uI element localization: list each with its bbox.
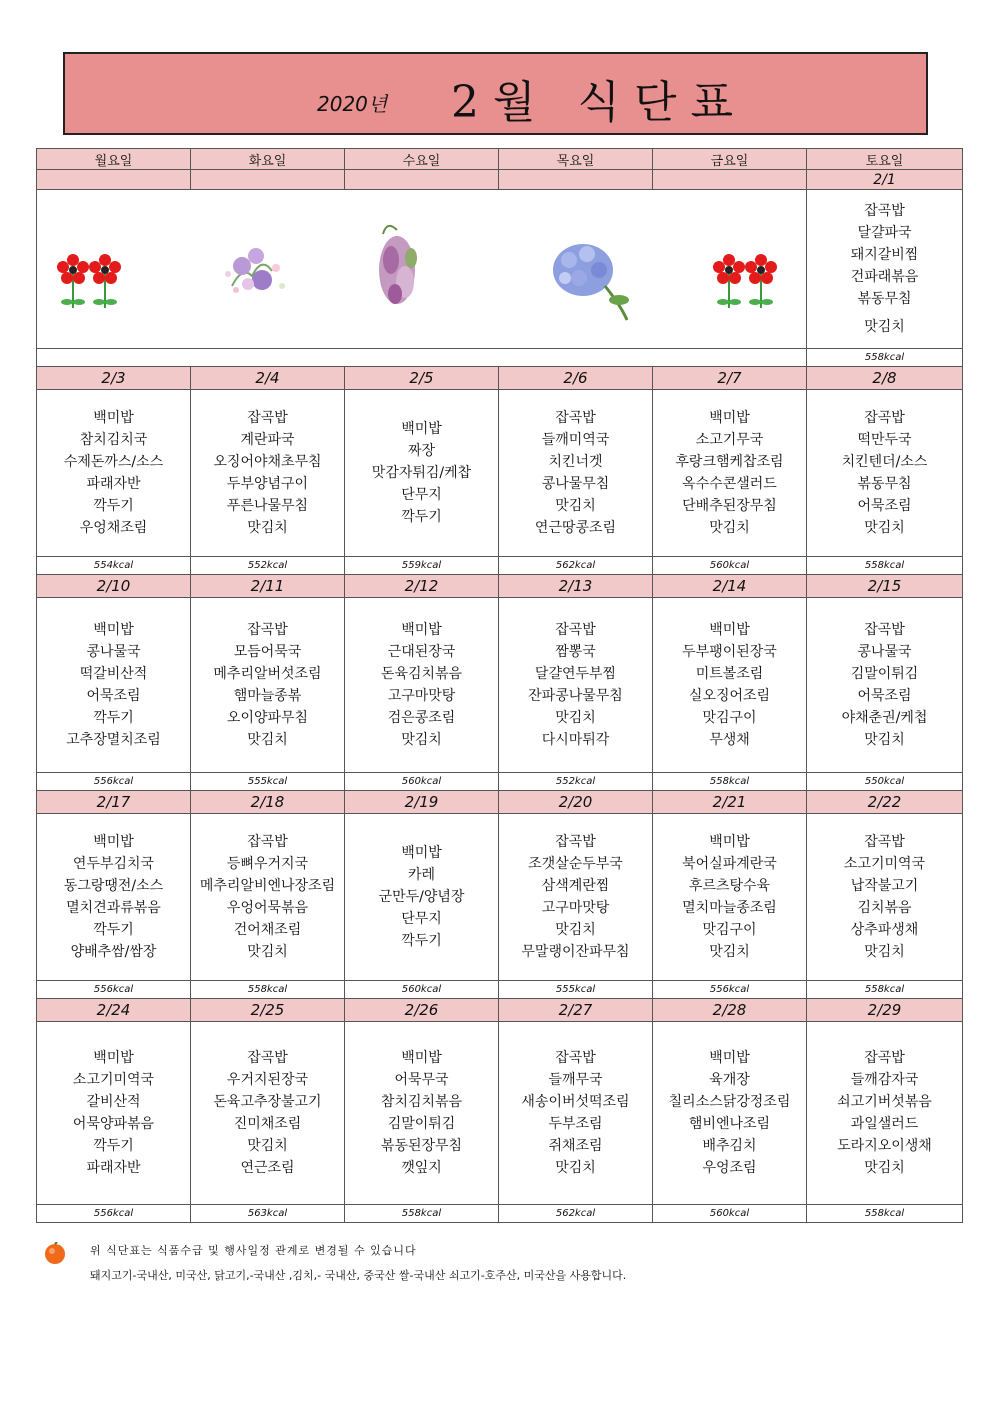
menu-cell <box>191 814 345 981</box>
menu-cell <box>191 598 345 773</box>
date-cell <box>191 170 345 190</box>
menu-item: 맛김치 <box>247 1138 288 1154</box>
kcal-cell: 556kcal <box>37 981 191 999</box>
menu-item: 두부양념구이 <box>226 476 309 492</box>
menu-item: 백미밥 <box>709 622 750 638</box>
kcal-cell: 559kcal <box>345 557 499 575</box>
date-cell: 2/5 <box>345 367 499 390</box>
menu-item: 맛김치 <box>864 520 905 536</box>
menu-item: 어묵조림 <box>857 498 912 514</box>
menu-cell <box>653 814 807 981</box>
kcal-cell: 558kcal <box>807 981 963 999</box>
menu-item: 후랑크햄케찹조림 <box>675 454 784 470</box>
kcal-cell: 556kcal <box>37 1205 191 1223</box>
menu-item: 백미밥 <box>93 410 134 426</box>
menu-cell <box>37 598 191 773</box>
menu-item: 콩나물국 <box>857 644 912 660</box>
menu-item: 들깨미역국 <box>541 432 610 448</box>
menu-item: 떡갈비산적 <box>79 666 148 682</box>
page-title: 2월 식단표 <box>451 77 747 128</box>
weekday-sat: 토요일 <box>807 149 963 170</box>
menu-item: 카레 <box>407 867 436 883</box>
date-cell: 2/19 <box>345 791 499 814</box>
menu-item: 푸른나물무침 <box>226 498 309 514</box>
menu-item: 백미밥 <box>93 1050 134 1066</box>
menu-item: 깻잎지 <box>401 1160 442 1176</box>
weekday-thu: 목요일 <box>499 149 653 170</box>
menu-item: 맛김치 <box>555 1160 596 1176</box>
menu-item: 과일샐러드 <box>850 1116 919 1132</box>
menu-item: 달걀연두부찜 <box>534 666 617 682</box>
menu-item: 우엉조림 <box>702 1160 757 1176</box>
kcal-cell: 558kcal <box>191 981 345 999</box>
weekday-fri: 금요일 <box>653 149 807 170</box>
menu-item: 군만두/양념장 <box>378 889 465 905</box>
menu-item: 맛김치 <box>401 732 442 748</box>
menu-item: 치킨텐더/소스 <box>841 454 928 470</box>
menu-item: 맛김치 <box>864 944 905 960</box>
menu-item: 도라지오이생채 <box>837 1138 932 1154</box>
menu-cell <box>653 390 807 557</box>
menu-item: 볶동된장무침 <box>380 1138 463 1154</box>
kcal-cell: 552kcal <box>191 557 345 575</box>
menu-item: 콩나물무침 <box>541 476 610 492</box>
menu-item: 삼색계란찜 <box>541 878 610 894</box>
menu-cell <box>191 1022 345 1205</box>
date-row <box>37 367 963 390</box>
menu-item: 돼지갈비찜 <box>850 247 919 263</box>
menu-item: 다시마튀각 <box>541 732 610 748</box>
menu-item: 단무지 <box>401 487 442 503</box>
menu-item: 잡곡밥 <box>555 410 596 426</box>
kcal-row-week0 <box>37 349 963 367</box>
menu-item: 맛김치 <box>247 732 288 748</box>
menu-row-week0 <box>37 190 963 349</box>
menu-item: 돈육고추장불고기 <box>213 1094 322 1110</box>
menu-cell <box>499 1022 653 1205</box>
date-row <box>37 791 963 814</box>
menu-item: 납작불고기 <box>850 878 919 894</box>
menu-cell <box>499 598 653 773</box>
kcal-cell: 558kcal <box>807 557 963 575</box>
menu-item: 맛김치 <box>247 944 288 960</box>
decoration-cell <box>37 190 807 349</box>
menu-item: 햄마늘종볶 <box>233 688 302 704</box>
menu-row <box>37 814 963 981</box>
menu-item: 맛김치 <box>555 498 596 514</box>
menu-item: 동그랑땡전/소스 <box>63 878 164 894</box>
hydrangea-icon <box>553 244 629 320</box>
menu-item: 맛김치 <box>864 732 905 748</box>
kcal-cell: 560kcal <box>653 1205 807 1223</box>
menu-item: 백미밥 <box>93 834 134 850</box>
date-cell: 2/10 <box>37 575 191 598</box>
flower-decorations <box>37 190 807 348</box>
menu-item: 소고기미역국 <box>72 1072 155 1088</box>
menu-item: 백미밥 <box>401 622 442 638</box>
kcal-cell: 558kcal <box>653 773 807 791</box>
menu-item: 건파래볶음 <box>850 269 919 285</box>
menu-cell <box>499 814 653 981</box>
menu-item: 볶동무침 <box>857 476 912 492</box>
menu-item: 잡곡밥 <box>247 622 288 638</box>
menu-item: 백미밥 <box>401 1050 442 1066</box>
menu-cell <box>807 1022 963 1205</box>
menu-item: 김말이튀김 <box>850 666 919 682</box>
date-cell: 2/21 <box>653 791 807 814</box>
menu-item: 잡곡밥 <box>864 1050 905 1066</box>
kcal-cell <box>37 349 807 367</box>
kcal-cell: 558kcal <box>345 1205 499 1223</box>
menu-cell <box>807 190 963 349</box>
red-flower-icon <box>89 254 121 308</box>
menu-cell <box>807 390 963 557</box>
menu-item: 잡곡밥 <box>555 1050 596 1066</box>
menu-item: 볶동무침 <box>857 291 912 307</box>
menu-item: 옥수수콘샐러드 <box>682 476 777 492</box>
menu-item: 김말이튀김 <box>387 1116 456 1132</box>
menu-item: 치킨너겟 <box>548 454 603 470</box>
orange-icon <box>44 1242 66 1264</box>
kcal-cell: 560kcal <box>345 981 499 999</box>
menu-cell <box>807 598 963 773</box>
weekday-header-row <box>37 149 963 170</box>
kcal-cell: 555kcal <box>191 773 345 791</box>
menu-item: 미트볼조림 <box>695 666 764 682</box>
menu-item: 우엉어묵볶음 <box>226 900 309 916</box>
menu-item: 들깨무국 <box>548 1072 603 1088</box>
menu-item: 소고기무국 <box>695 432 764 448</box>
menu-item: 멸치견과류볶음 <box>66 900 161 916</box>
date-cell <box>37 170 191 190</box>
menu-cell <box>653 1022 807 1205</box>
weekday-wed: 수요일 <box>345 149 499 170</box>
menu-row <box>37 1022 963 1205</box>
date-cell: 2/29 <box>807 999 963 1022</box>
menu-item: 맛감자튀김/케찹 <box>371 465 472 481</box>
date-cell: 2/28 <box>653 999 807 1022</box>
menu-item: 우엉채조림 <box>79 520 148 536</box>
menu-item: 잡곡밥 <box>864 834 905 850</box>
menu-item: 연근땅콩조림 <box>534 520 617 536</box>
menu-item: 백미밥 <box>709 1050 750 1066</box>
date-cell: 2/26 <box>345 999 499 1022</box>
menu-cell <box>653 598 807 773</box>
menu-item: 어묵조림 <box>86 688 141 704</box>
menu-item: 쇠고기버섯볶음 <box>837 1094 932 1110</box>
menu-item: 백미밥 <box>401 845 442 861</box>
menu-item: 진미채조림 <box>233 1116 302 1132</box>
menu-item: 떡만두국 <box>857 432 912 448</box>
menu-item: 파래자반 <box>86 1160 141 1176</box>
menu-item: 육개장 <box>709 1072 750 1088</box>
kcal-cell: 562kcal <box>499 557 653 575</box>
purple-bouquet-icon <box>225 248 285 293</box>
menu-item: 백미밥 <box>709 410 750 426</box>
menu-item: 연근조림 <box>240 1160 295 1176</box>
menu-item: 북어실파계란국 <box>682 856 777 872</box>
date-cell: 2/18 <box>191 791 345 814</box>
menu-item: 짬뽕국 <box>555 644 596 660</box>
date-cell <box>653 170 807 190</box>
menu-item: 무생채 <box>709 732 750 748</box>
menu-item: 깍두기 <box>401 509 442 525</box>
menu-row <box>37 598 963 773</box>
menu-cell <box>345 598 499 773</box>
menu-item: 두부조림 <box>548 1116 603 1132</box>
menu-cell <box>345 814 499 981</box>
menu-item: 맛김치 <box>709 520 750 536</box>
kcal-cell: 563kcal <box>191 1205 345 1223</box>
date-cell <box>499 170 653 190</box>
menu-item: 잡곡밥 <box>864 622 905 638</box>
menu-item: 맛김구이 <box>702 710 757 726</box>
menu-item: 새송이버섯떡조림 <box>521 1094 630 1110</box>
wisteria-icon <box>379 226 417 304</box>
date-cell: 2/8 <box>807 367 963 390</box>
red-flower-icon <box>57 254 89 308</box>
menu-item: 갈비산적 <box>86 1094 141 1110</box>
menu-item: 소고기미역국 <box>843 856 926 872</box>
menu-item: 계란파국 <box>240 432 295 448</box>
menu-item: 등뼈우거지국 <box>226 856 309 872</box>
menu-item: 무말랭이잔파무침 <box>521 944 630 960</box>
menu-item: 맛김치 <box>709 944 750 960</box>
date-row-week0 <box>37 170 963 190</box>
menu-item: 배추김치 <box>702 1138 757 1154</box>
menu-item: 오징어야채초무침 <box>213 454 322 470</box>
menu-item: 단배추된장무침 <box>682 498 777 514</box>
menu-cell <box>345 1022 499 1205</box>
kcal-row <box>37 773 963 791</box>
menu-item: 참치김치국 <box>79 432 148 448</box>
menu-item: 잡곡밥 <box>247 410 288 426</box>
red-flower-icon <box>713 254 745 308</box>
menu-item: 맛김치 <box>864 319 905 335</box>
menu-row <box>37 390 963 557</box>
menu-item: 어묵양파볶음 <box>72 1116 155 1132</box>
menu-cell <box>345 390 499 557</box>
kcal-cell: 558kcal <box>807 1205 963 1223</box>
menu-item: 상추파생채 <box>850 922 919 938</box>
kcal-cell: 562kcal <box>499 1205 653 1223</box>
date-row <box>37 575 963 598</box>
menu-item: 연두부김치국 <box>72 856 155 872</box>
menu-item: 쥐채조림 <box>548 1138 603 1154</box>
menu-item: 고추장멸치조림 <box>66 732 161 748</box>
date-cell: 2/15 <box>807 575 963 598</box>
menu-item: 깍두기 <box>93 498 134 514</box>
kcal-cell: 552kcal <box>499 773 653 791</box>
kcal-cell: 560kcal <box>345 773 499 791</box>
menu-item: 메추리알버섯조림 <box>213 666 322 682</box>
red-flower-icon <box>745 254 777 308</box>
menu-item: 백미밥 <box>709 834 750 850</box>
weekday-mon: 월요일 <box>37 149 191 170</box>
menu-cell <box>807 814 963 981</box>
menu-item: 오이양파무침 <box>226 710 309 726</box>
date-cell <box>345 170 499 190</box>
date-cell: 2/20 <box>499 791 653 814</box>
kcal-row <box>37 981 963 999</box>
note-origin: 돼지고기-국내산, 미국산, 닭고기,-국내산 ,김치,- 국내산, 중국산 쌀-국내산 쇠고기-호주산, 미국산을 사용합니다. <box>90 1269 627 1282</box>
menu-item: 잡곡밥 <box>555 622 596 638</box>
menu-item: 들깨감자국 <box>850 1072 919 1088</box>
menu-item: 실오징어조림 <box>688 688 771 704</box>
menu-item: 어묵무국 <box>394 1072 449 1088</box>
menu-item: 깍두기 <box>93 1138 134 1154</box>
menu-item: 맛김치 <box>555 710 596 726</box>
date-cell: 2/11 <box>191 575 345 598</box>
menu-item: 양배추쌈/쌈장 <box>70 944 157 960</box>
date-cell: 2/22 <box>807 791 963 814</box>
kcal-cell: 554kcal <box>37 557 191 575</box>
kcal-cell: 558kcal <box>807 349 963 367</box>
menu-item: 잔파콩나물무침 <box>528 688 623 704</box>
date-cell: 2/13 <box>499 575 653 598</box>
menu-item: 백미밥 <box>401 421 442 437</box>
menu-item: 후르츠탕수육 <box>688 878 771 894</box>
date-row <box>37 999 963 1022</box>
menu-item: 김치볶음 <box>857 900 912 916</box>
menu-item: 돈육김치볶음 <box>380 666 463 682</box>
menu-item: 잡곡밥 <box>247 834 288 850</box>
title-banner <box>63 52 928 135</box>
menu-item: 칠리소스닭강정조림 <box>668 1094 791 1110</box>
weekday-tue: 화요일 <box>191 149 345 170</box>
menu-item: 조갯살순두부국 <box>528 856 623 872</box>
menu-item: 햄비엔나조림 <box>688 1116 771 1132</box>
kcal-cell: 555kcal <box>499 981 653 999</box>
menu-item: 맛김치 <box>247 520 288 536</box>
menu-cell <box>191 390 345 557</box>
menu-item: 콩나물국 <box>86 644 141 660</box>
kcal-cell: 550kcal <box>807 773 963 791</box>
kcal-row <box>37 557 963 575</box>
menu-item: 깍두기 <box>93 710 134 726</box>
kcal-cell: 556kcal <box>37 773 191 791</box>
menu-cell <box>499 390 653 557</box>
menu-item: 단무지 <box>401 911 442 927</box>
date-cell: 2/1 <box>807 170 963 190</box>
menu-item: 우거지된장국 <box>226 1072 309 1088</box>
menu-item: 두부팽이된장국 <box>682 644 777 660</box>
menu-item: 잡곡밥 <box>555 834 596 850</box>
kcal-row <box>37 1205 963 1223</box>
menu-item: 깍두기 <box>93 922 134 938</box>
menu-item: 백미밥 <box>93 622 134 638</box>
date-cell: 2/3 <box>37 367 191 390</box>
menu-item: 어묵조림 <box>857 688 912 704</box>
date-cell: 2/6 <box>499 367 653 390</box>
menu-item: 모듬어묵국 <box>233 644 302 660</box>
menu-item: 고구마맛탕 <box>541 900 610 916</box>
menu-item: 멸치마늘종조림 <box>682 900 777 916</box>
menu-cell <box>37 390 191 557</box>
menu-item: 잡곡밥 <box>864 410 905 426</box>
title-year: 2020년 <box>317 92 388 116</box>
date-cell: 2/25 <box>191 999 345 1022</box>
kcal-cell: 560kcal <box>653 557 807 575</box>
menu-item: 맛김치 <box>864 1160 905 1176</box>
menu-item: 잡곡밥 <box>247 1050 288 1066</box>
menu-item: 잡곡밥 <box>864 203 905 219</box>
menu-item: 메추리알비엔나장조림 <box>199 878 336 894</box>
menu-item: 파래자반 <box>86 476 141 492</box>
menu-item: 깍두기 <box>401 933 442 949</box>
menu-item: 참치김치볶음 <box>380 1094 463 1110</box>
menu-item: 건어채조림 <box>233 922 302 938</box>
date-cell: 2/27 <box>499 999 653 1022</box>
date-cell: 2/14 <box>653 575 807 598</box>
menu-item: 달걀파국 <box>857 225 912 241</box>
menu-item: 맛김구이 <box>702 922 757 938</box>
date-cell: 2/17 <box>37 791 191 814</box>
kcal-cell: 556kcal <box>653 981 807 999</box>
menu-item: 짜장 <box>407 443 436 459</box>
menu-item: 근대된장국 <box>387 644 456 660</box>
menu-item: 검은콩조림 <box>387 710 456 726</box>
date-cell: 2/12 <box>345 575 499 598</box>
menu-item: 수제돈까스/소스 <box>63 454 164 470</box>
date-cell: 2/24 <box>37 999 191 1022</box>
menu-cell <box>37 1022 191 1205</box>
menu-item: 맛김치 <box>555 922 596 938</box>
date-cell: 2/4 <box>191 367 345 390</box>
menu-item: 고구마맛탕 <box>387 688 456 704</box>
menu-table <box>36 148 963 1223</box>
menu-item: 야채춘권/케첩 <box>841 710 928 726</box>
date-cell: 2/7 <box>653 367 807 390</box>
note-change: 위 식단표는 식품수급 및 행사일정 관계로 변경될 수 있습니다 <box>90 1244 417 1257</box>
menu-cell <box>37 814 191 981</box>
